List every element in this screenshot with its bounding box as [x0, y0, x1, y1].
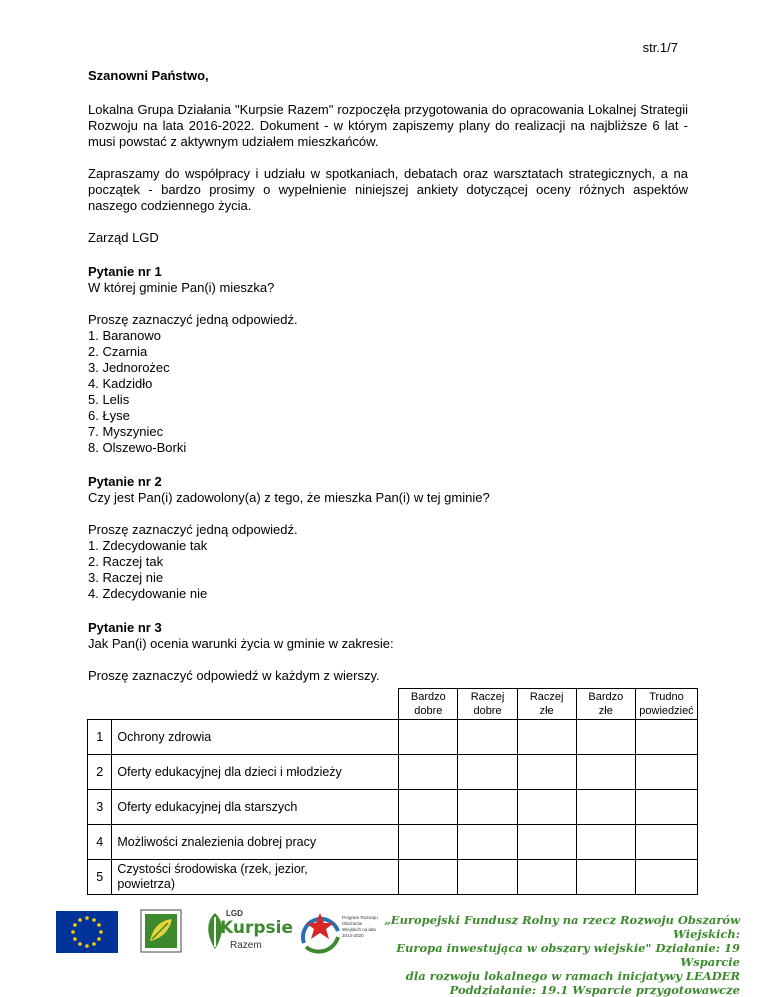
- leader-logo-icon: [140, 909, 182, 953]
- signature: Zarząd LGD: [88, 230, 159, 245]
- answer-cell[interactable]: [635, 860, 697, 895]
- question-1-options: [88, 328, 688, 456]
- funding-line-3: dla rozwoju lokalnego w ramach inicjatywy LEADER: [405, 969, 740, 983]
- page-number: str.1/7: [642, 40, 678, 55]
- option-4[interactable]: 4. Zdecydowanie nie: [88, 586, 208, 601]
- table-row: [88, 825, 698, 860]
- question-1-text: W której gminie Pan(i) mieszka?: [88, 280, 275, 295]
- row-label: Oferty edukacyjnej dla starszych: [112, 790, 399, 825]
- option-6[interactable]: 6. Łyse: [88, 408, 130, 423]
- question-1-instruction: Proszę zaznaczyć jedną odpowiedź.: [88, 312, 298, 327]
- answer-cell[interactable]: [576, 790, 635, 825]
- answer-cell[interactable]: [576, 720, 635, 755]
- answer-cell[interactable]: [399, 860, 458, 895]
- answer-cell[interactable]: [458, 720, 517, 755]
- answer-cell[interactable]: [399, 790, 458, 825]
- question-2-text: Czy jest Pan(i) zadowolony(a) z tego, że mieszka Pan(i) w tej gminie?: [88, 490, 490, 505]
- column-header-1: Bardzo dobre: [399, 689, 458, 720]
- column-header-4: Bardzo złe: [576, 689, 635, 720]
- answer-cell[interactable]: [458, 790, 517, 825]
- answer-cell[interactable]: [517, 825, 576, 860]
- option-3[interactable]: 3. Jednorożec: [88, 360, 170, 375]
- option-1[interactable]: 1. Baranowo: [88, 328, 161, 343]
- option-2[interactable]: 2. Raczej tak: [88, 554, 164, 569]
- row-number: 2: [88, 755, 112, 790]
- answer-cell[interactable]: [399, 825, 458, 860]
- row-label: Czystości środowiska (rzek, jezior, powietrza): [112, 860, 399, 895]
- eu-flag-icon: [56, 911, 118, 953]
- answer-cell[interactable]: [517, 860, 576, 895]
- razem-label: Razem: [230, 940, 262, 951]
- row-label: Możliwości znalezienia dobrej pracy: [112, 825, 399, 860]
- row-number: 1: [88, 720, 112, 755]
- row-number: 5: [88, 860, 112, 895]
- answer-cell[interactable]: [399, 755, 458, 790]
- answer-cell[interactable]: [576, 860, 635, 895]
- column-header-2: Raczej dobre: [458, 689, 517, 720]
- option-1[interactable]: 1. Zdecydowanie tak: [88, 538, 208, 553]
- funding-line-1: „Europejski Fundusz Rolny na rzecz Rozwoju Obszarów Wiejskich:: [384, 913, 740, 941]
- answer-cell[interactable]: [458, 755, 517, 790]
- table-row: [88, 720, 698, 755]
- answer-cell[interactable]: [517, 755, 576, 790]
- answer-cell[interactable]: [458, 825, 517, 860]
- question-3: [88, 620, 688, 684]
- answer-cell[interactable]: [576, 755, 635, 790]
- table-row: [88, 790, 698, 825]
- answer-cell[interactable]: [517, 790, 576, 825]
- intro-paragraph-1: Lokalna Grupa Działania "Kurpsie Razem" rozpoczęła przygotowania do opracowania Lokalnej Strategii Rozwoju na lata 2016-2022. Dokument - w którym zapiszemy plany do realizacji na najbliższe 6 lat - musi powstać z aktywnym udziałem mieszkańców.: [88, 102, 688, 149]
- funding-statement: [360, 913, 740, 997]
- answer-cell[interactable]: [635, 825, 697, 860]
- answer-cell[interactable]: [635, 720, 697, 755]
- lgd-label: LGD: [226, 909, 243, 918]
- column-header-3: Raczej złe: [517, 689, 576, 720]
- table-row: [88, 860, 698, 895]
- prow-emblem-icon: [298, 909, 342, 955]
- kurpsie-label: Kurpsie: [220, 918, 294, 938]
- option-4[interactable]: 4. Kadzidło: [88, 376, 153, 391]
- prow-text: Program Rozwoju Obszarów Wiejskich na lata 2014-2020: [342, 915, 378, 938]
- table-row: [88, 755, 698, 790]
- row-label: Oferty edukacyjnej dla dzieci i młodzieży: [112, 755, 399, 790]
- option-3[interactable]: 3. Raczej nie: [88, 570, 164, 585]
- row-label: Ochrony zdrowia: [112, 720, 399, 755]
- column-header-5: Trudno powiedzieć: [635, 689, 697, 720]
- row-number: 3: [88, 790, 112, 825]
- option-2[interactable]: 2. Czarnia: [88, 344, 148, 359]
- question-2-instruction: Proszę zaznaczyć jedną odpowiedź.: [88, 522, 298, 537]
- document-body: [88, 68, 688, 684]
- lgd-kurpsie-razem-logo: [204, 907, 294, 955]
- funding-line-2: Europa inwestująca w obszary wiejskie" Działanie: 19 Wsparcie: [396, 941, 740, 969]
- funding-line-4: Poddziałanie: 19.1 Wsparcie przygotowawcze: [449, 983, 740, 997]
- question-2-title: Pytanie nr 2: [88, 474, 162, 489]
- intro-paragraph-2: Zapraszamy do współpracy i udziału w spotkaniach, debatach oraz warsztatach strategicznych, a na początek - bardzo prosimy o wypełnienie niniejszej ankiety dotyczącej oceny różnych aspektów naszego codziennego życia.: [88, 166, 688, 213]
- question-2-options: [88, 538, 688, 602]
- answer-cell[interactable]: [635, 755, 697, 790]
- footer: [0, 905, 768, 997]
- question-1-title: Pytanie nr 1: [88, 264, 162, 279]
- question-3-title: Pytanie nr 3: [88, 620, 162, 635]
- option-8[interactable]: 8. Olszewo-Borki: [88, 440, 187, 455]
- answer-cell[interactable]: [576, 825, 635, 860]
- answer-cell[interactable]: [517, 720, 576, 755]
- greeting: Szanowni Państwo,: [88, 68, 209, 83]
- answer-cell[interactable]: [399, 720, 458, 755]
- question-1: [88, 264, 688, 456]
- rating-matrix: [87, 688, 698, 895]
- answer-cell[interactable]: [635, 790, 697, 825]
- option-5[interactable]: 5. Lelis: [88, 392, 130, 407]
- question-3-instruction: Proszę zaznaczyć odpowiedź w każdym z wierszy.: [88, 668, 380, 683]
- option-7[interactable]: 7. Myszyniec: [88, 424, 164, 439]
- answer-cell[interactable]: [458, 860, 517, 895]
- question-3-text: Jak Pan(i) ocenia warunki życia w gminie w zakresie:: [88, 636, 394, 651]
- question-2: [88, 474, 688, 602]
- row-number: 4: [88, 825, 112, 860]
